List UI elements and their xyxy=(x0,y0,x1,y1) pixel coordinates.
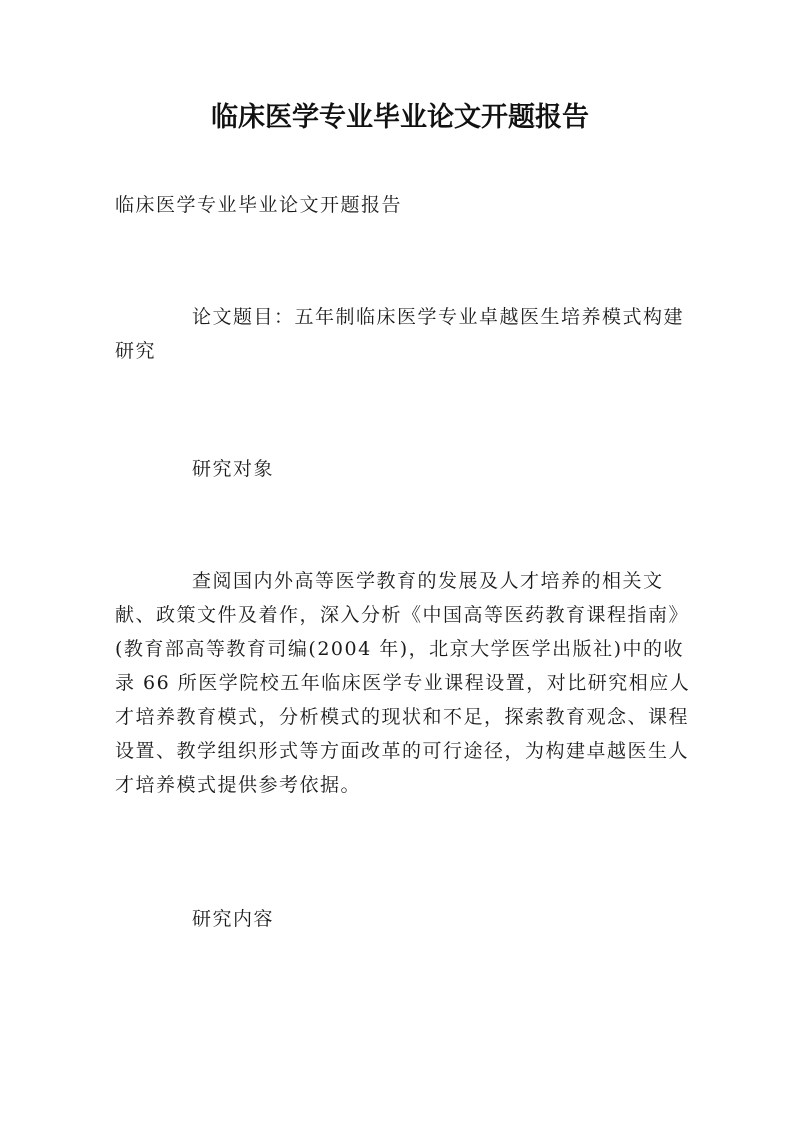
section-heading-research-content: 研究内容 xyxy=(192,908,275,930)
thesis-topic: 论文题目：五年制临床医学专业卓越医生培养模式构建研究 xyxy=(115,306,685,362)
document-title: 临床医学专业毕业论文开题报告 xyxy=(211,102,589,133)
section-body-research-object: 查阅国内外高等医学教育的发展及人才培养的相关文献、政策文件及着作，深入分析《中国高等医药教育课程指南》(教育部高等教育司编(2004 年)，北京大学医学出版社)中的收录 66 所医学院校五年临床医学专业课程设置，对比研究相应人才培养教育模式，分析模式的现状和不足，探索教育观念、课程设置、教学组织形式等方面改革的可行途径，为构建卓越医生人才培养模式提供参考依据。 xyxy=(115,570,691,796)
document-subtitle: 临床医学专业毕业论文开题报告 xyxy=(115,194,403,216)
section-heading-research-object: 研究对象 xyxy=(192,458,275,480)
